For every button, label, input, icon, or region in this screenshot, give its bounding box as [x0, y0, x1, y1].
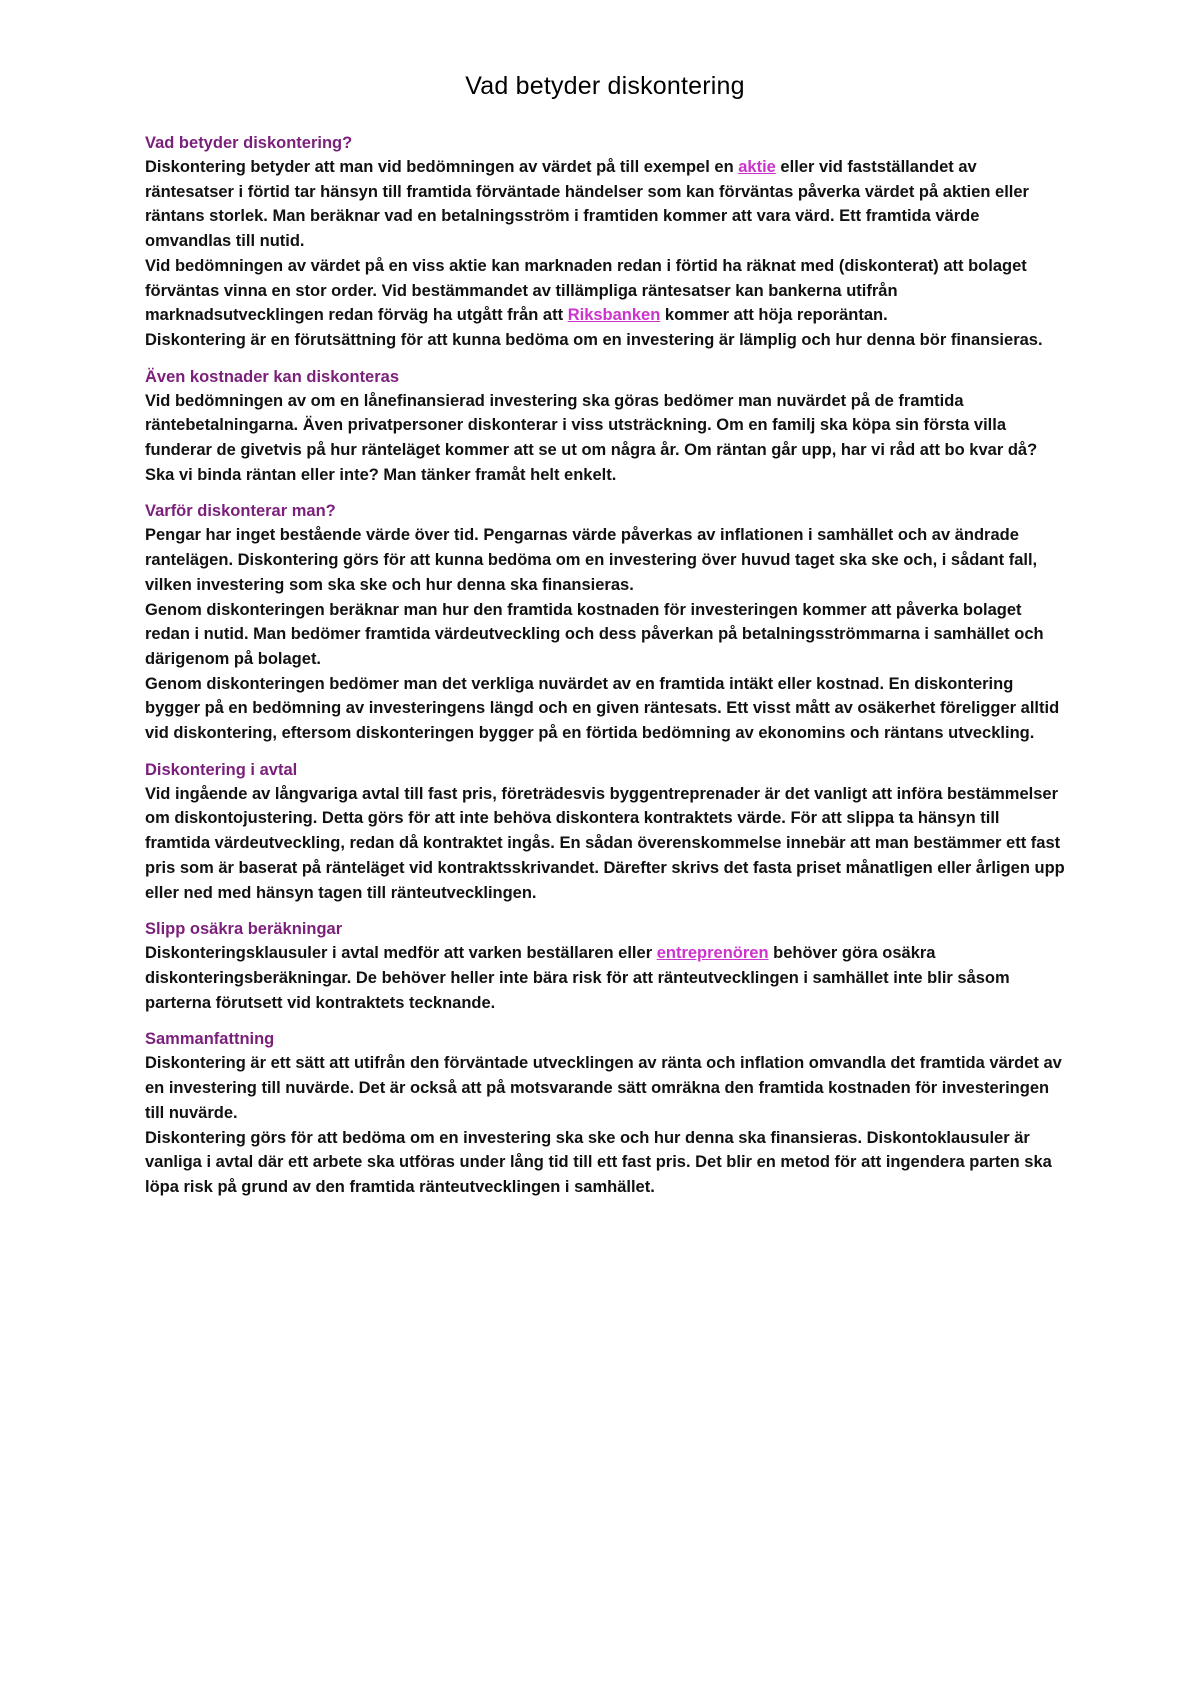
- section-heading: Vad betyder diskontering?: [145, 134, 353, 152]
- section-heading: Varför diskonterar man?: [145, 502, 336, 521]
- section-kostnader: [145, 365, 1065, 488]
- section-heading: Diskontering i avtal: [145, 760, 298, 779]
- paragraph: Vid ingående av långvariga avtal till fast pris, företrädesvis byggentreprenader är det vanligt att införa bestämmelser om diskontojustering. Detta görs för att inte behöva diskontera kontraktets värde. För att slippa ta hänsyn till framtida värdeutveckling, redan då kontraktet ingås. En sådan överenskommelse innebär att man bestämmer ett fast pris som är baserat på ränteläget vid kontraktsskrivandet. Därefter skrivs det fasta priset månatligen eller årligen upp eller ned med hänsyn tagen till ränteutvecklingen.: [145, 784, 1065, 902]
- paragraph: Genom diskonteringen beräknar man hur den framtida kostnaden för investeringen kommer att påverka bolaget redan i nutid. Man bedömer framtida värdeutveckling och dess påverkan på betalningsströmmarna i samhället och därigenom på bolaget.: [145, 600, 1044, 668]
- section-slipp: [145, 917, 1065, 1015]
- paragraph: Vid bedömningen av om en lånefinansierad investering ska göras bedömer man nuvärdet på de framtida räntebetalningarna. Även privatpersoner diskonterar i viss utsträckning. Om en familj ska köpa sin första villa funderar de givetvis på hur ränteläget kommer att se ut om några år. Om räntan går upp, har vi råd att bo kvar då? Ska vi binda räntan eller inte? Man tänker framåt helt enkelt.: [145, 391, 1038, 484]
- section-heading: Även kostnader kan diskonteras: [145, 367, 400, 386]
- paragraph: Pengar har inget bestående värde över tid. Pengarnas värde påverkas av inflationen i samhället och av ändrade rantelägen. Diskontering görs för att kunna bedöma om en investering över huvud taget ska ske och, i sådant fall, vilken investering som ska ske och hur denna ska finansieras.: [145, 526, 1038, 594]
- section-varfor: [145, 499, 1065, 745]
- riksbanken-link[interactable]: Riksbanken: [567, 306, 661, 325]
- section-heading: Sammanfattning: [145, 1030, 275, 1049]
- paragraph-text: kommer att höja reporäntan.: [660, 306, 888, 325]
- paragraph: [145, 254, 1065, 328]
- section-heading: Slipp osäkra beräkningar: [145, 920, 343, 939]
- paragraph-text: eller vid fastställandet av räntesatser i förtid tar hänsyn till framtida förväntade händelser som kan förväntas påverka värdet på aktien eller räntans storlek. Man beräknar vad en betalningsström i framtiden kommer att vara värd. Ett framtida värde omvandlas till nutid.: [145, 158, 1029, 251]
- aktie-link[interactable]: aktie: [738, 158, 776, 176]
- section-vad-betyder: [145, 131, 1065, 353]
- paragraph-text: behöver göra osäkra diskonteringsberäkningar. De behöver heller inte bära risk för att ränteutvecklingen i samhället inte blir såsom parterna förutsett vid kontraktets tecknande.: [145, 944, 1010, 1012]
- paragraph-text: Diskontering betyder att man vid bedömningen av värdet på till exempel en: [145, 158, 739, 176]
- document-title: Vad betyder diskontering: [465, 72, 745, 100]
- paragraph: [145, 155, 1065, 254]
- paragraph: Diskontering är ett sätt att utifrån den förväntade utvecklingen av ränta och inflation omvandla det framtida värdet av en investering till nuvärde. Det är också att på motsvarande sätt omräkna den framtida kostnaden för investeringen till nuvärde.: [145, 1054, 1062, 1122]
- paragraph: Diskontering görs för att bedöma om en investering ska ske och hur denna ska finansieras. Diskontoklausuler är vanliga i avtal där ett arbete ska utföras under lång tid till ett fast pris. Det blir en metod för att ingendera parten ska löpa risk på grund av den framtida ränteutvecklingen i samhället.: [145, 1128, 1052, 1196]
- paragraph: [145, 941, 1065, 1015]
- entreprenoren-link[interactable]: entreprenören: [656, 944, 769, 963]
- paragraph: Diskontering är en förutsättning för att kunna bedöma om en investering är lämplig och hur denna bör finansieras.: [145, 330, 1043, 349]
- paragraph-text: Diskonteringsklausuler i avtal medför att varken beställaren eller: [145, 944, 657, 963]
- section-sammanfattning: [145, 1027, 1065, 1199]
- section-avtal: [145, 758, 1065, 906]
- paragraph: Genom diskonteringen bedömer man det verkliga nuvärdet av en framtida intäkt eller kostnad. En diskontering bygger på en bedömning av investeringens längd och en given räntesats. Ett visst mått av osäkerhet föreligger alltid vid diskontering, eftersom diskonteringen bygger på en förtida bedömning av ekonomins och räntans utveckling.: [145, 674, 1060, 743]
- paragraph-text: Vid bedömningen av värdet på en viss aktie kan marknaden redan i förtid ha räknat med (diskonterat) att bolaget förväntas vinna en stor order. Vid bestämmandet av tillämpliga räntesatser kan bankerna utifrån marknadsutvecklingen redan förväg ha utgått från att: [145, 256, 1027, 325]
